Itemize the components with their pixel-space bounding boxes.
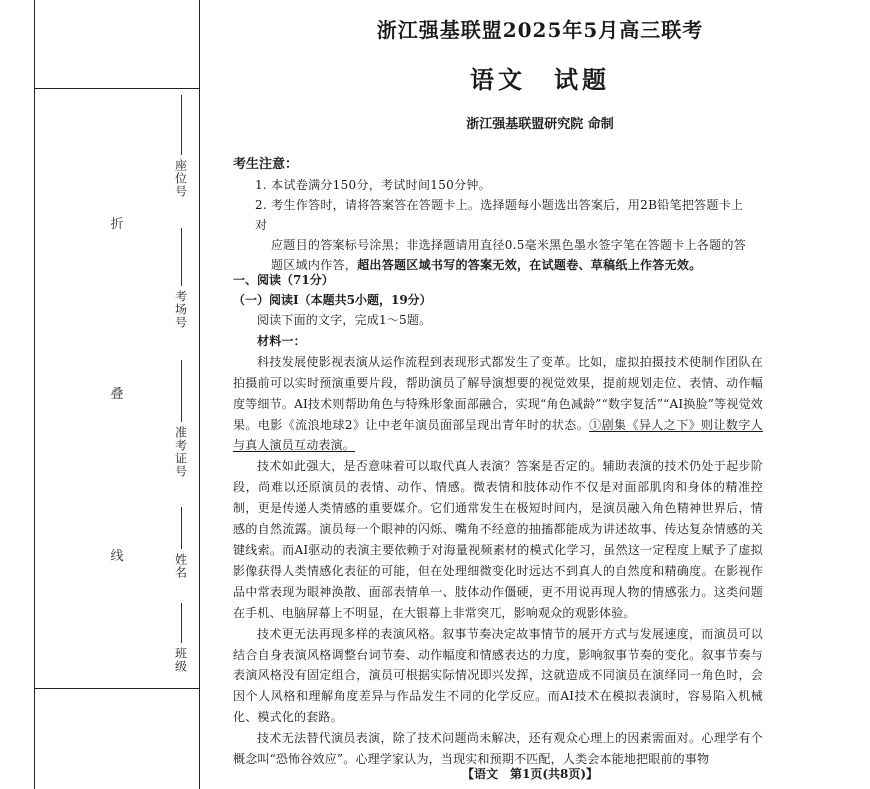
paragraph-1-text: 科技发展使影视表演从运作流程到表现形式都发生了变革。比如，虚拟拍摄技术使制作团队在拍摄前可以实时预演重要片段，帮助演员了解导演想要的视觉效果，提前规划走位、表情、动作幅度等细节。AI技术则帮助角色与特殊形象面部融合，实现“角色减龄”“数字复活”“AI换脸”等视觉效果。电影《流浪地球2》让中老年演员面部呈现出青年时的状态。 [233, 354, 763, 432]
notice-item-2-line-2: 应题目的答案标号涂黑；非选择题请用直径0.5毫米黑色墨水签字笔在答题卡上各题的答 [271, 238, 747, 252]
notice-item-2-line-3-text: 题区域内作答， [271, 258, 358, 272]
paragraph-3: 技术更无法再现多样的表演风格。叙事节奏决定故事情节的展开方式与发展速度，而演员可以结合自身表演风格调整台词节奏、动作幅度和情感表达的力度，影响叙事节奏的变化。叙事节奏与表演风格没有固定组合，演员可根据实际情况即兴发挥，这就造成不同演员在演绎同一角色时，会因个人风格和理解角度差异与作品发生不同的化学反应。而AI技术在模拟表演时，容易陷入机械化、模式化的套路。 [233, 626, 763, 725]
binding-margin [0, 0, 200, 789]
seat-number-label: 座位号 [173, 159, 188, 198]
notice-item-2-line-1: 2. 考生作答时，请将答案答在答题卡上。选择题每小题选出答案后，用2B铅笔把答题卡上对 [255, 198, 744, 232]
page-footer: 【语文 第1页(共8页)】 [461, 767, 599, 781]
margin-bottom-rule [34, 688, 200, 689]
section-heading: 一、阅读（71分） [233, 273, 334, 287]
notice-item-1: 1. 本试卷满分150分，考试时间150分钟。 [255, 178, 491, 192]
student-name-field[interactable] [170, 507, 192, 583]
class-field[interactable] [170, 603, 192, 677]
subsection-heading: （一）阅读Ⅰ（本题共5小题，19分） [233, 293, 432, 307]
fold-char-1: 折 [110, 217, 124, 232]
class-label: 班级 [173, 647, 188, 673]
margin-top-rule [34, 88, 200, 89]
student-name-label: 姓名 [173, 553, 188, 579]
underlined-sentence-1: ①剧集《异人之下》则让数字人与真人演员互动表演。 [233, 417, 763, 453]
notice-warning: 超出答题区域书写的答案无效，在试题卷、草稿纸上作答无效。 [357, 258, 702, 272]
exam-title: 浙江强基联盟2025年5月高三联考 [376, 18, 704, 42]
admission-ticket-label: 准考证号 [173, 426, 188, 478]
notice-heading: 考生注意： [233, 157, 299, 172]
exam-notice [233, 153, 753, 275]
margin-inner-line [199, 0, 200, 789]
paragraph-2: 技术如此强大，是否意味着可以取代真人表演？答案是否定的。辅助表演的技术仍处于起步阶段，尚难以还原演员的表情、动作、情感。微表情和肢体动作不仅是对面部肌肉和身体的精准控制，更是传递人类情感的重要媒介。它们通常发生在极短时间内，是演员融入角色精神世界后，情感的自然流露。演员每一个眼神的闪烁、嘴角不经意的抽搐都能成为讲述故事、传达复杂情感的关键线索。而AI驱动的表演主要依赖于对海量视频素材的模式化学习，虽然这一定程度上赋予了虚拟影像获得人类情感化表征的可能，但在处理细微变化时远达不到真人的自然度和精确度。在影视作品中常表现为眼神涣散、面部表情单一、肢体动作僵硬，更不用说再现人物的情感张力。这类问题在手机、电脑屏幕上不明显，在大银幕上非常突兀，影响观众的观影体验。 [233, 459, 763, 620]
organizer-line: 浙江强基联盟研究院 命制 [466, 117, 614, 132]
material-label: 材料一： [257, 333, 306, 348]
seat-number-field[interactable] [170, 95, 192, 202]
notice-item-2 [255, 195, 753, 275]
fold-char-2: 叠 [110, 387, 124, 402]
exam-room-label: 考场号 [173, 290, 188, 329]
fold-char-3: 线 [110, 549, 124, 564]
exam-room-field[interactable] [170, 228, 192, 333]
paragraph-1 [233, 352, 763, 457]
admission-ticket-field[interactable] [170, 360, 192, 482]
subject-title: 语文 试题 [470, 65, 610, 94]
margin-outer-line [34, 0, 35, 789]
reading-section [233, 270, 763, 770]
paragraph-4: 技术无法替代演员表演，除了技术问题尚未解决，还有观众心理上的因素需面对。心理学有个概念叫“恐怖谷效应”。心理学家认为，当现实和预期不匹配，人类会本能地把眼前的事物 [233, 731, 763, 767]
reading-instruction: 阅读下面的文字，完成1～5题。 [257, 313, 432, 327]
